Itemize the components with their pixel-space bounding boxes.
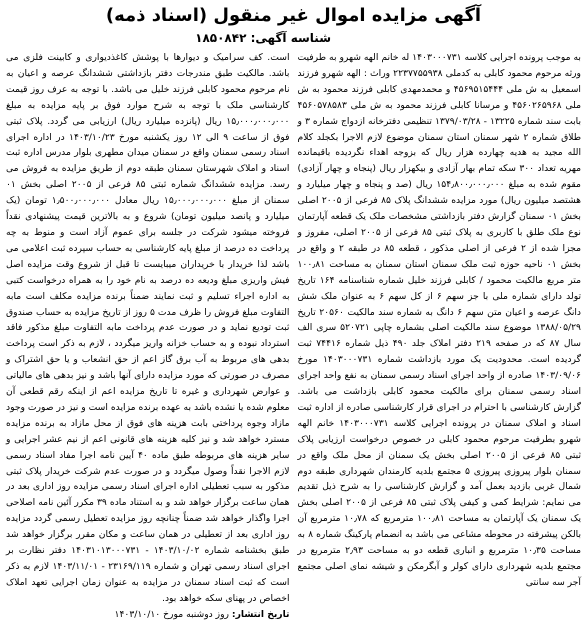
column-left bbox=[6, 50, 290, 620]
notice-number: شناسه آگهی: ۱۸۵۰۸۴۲ bbox=[195, 31, 331, 45]
column-right bbox=[297, 50, 582, 588]
column-right-text: به موجب پرونده اجرایی کلاسه ۱۴۰۳۰۰۰۷۳۱ له خانم الهه شهرو به طرفیت ورثه مرحوم محمود کابلی به کدملی ۲۲۳۷۷۵۵۹۳۸ وراث : الهه شهرو فرزند اسمعیل به ش ملی ۴۵۶۹۵۱۵۴۴۴ و محمدمهدی کابلی فرزند محمود به ش ملی ۴۵۶۰۲۶۵۹۶۸ و مرسانا کابلی فرزند محمود به ش ملی ۴۵۶۰۵۷۸۵۸۳ بابت سند شماره ۱۳۲۲۵ - ۱۳۷۹/۰۳/۲۸ تنظیمی دفترخانه ازدواج شماره ۳ و طلاق شماره ۲ شهر سمنان استان سمنان موضوع لازم الاجرا بکجلد کلام الله مجید به هدیه چهارده هزار ریال که بزوجه اهداء نگردیده باقیمانده مهریه تعداد ۳۰۰ سکه تمام بهار آزادی و بیکهزار ریال (پنجاه و چهار آزادی) مقوم شده به مبلغ ۱۵۴٫۸۰۰٫۰۰۰٫۰۰۰ ریال (صد و پنجاه و چهار میلیارد و هشتصد میلیون ریال) مورد مزایده ششدانگ پلاک ۸۵ فرعی از ۲۰۰۵ اصلی بخش ۰۱ سمنان گزارش دفتر بازداشتی مشخصات ملک یک قطعه آپارتمان نوع ملک طلق با کاربری به پلاک ثبتی ۸۵ فرعی از ۲۰۰۵ اصلی، مفروز و مجزا شده از ۲ فرعی از اصلی مذکور ، قطعه ۸۵ در طبقه ۲ و واقع در بخش ۰۱ ناحیه حوزه ثبت ملک سمنان استان سمنان به مساحت ۱۰۰٫۸۱ متر مربع مالکیت محمود / کابلی فرزند خلیل شماره شناسنامه ۱۶۴ تاریخ تولد دارای شماره ملی با جز سهم ۶ از کل سهم ۶ به عنوان ملک شش دانگ عرصه و اعیان متن سهم ۶ دانگ به شماره سند مالکیت ۲۰۵۶۰ تاریخ ۱۳۸۸/۰۵/۲۹ موضوع سند مالکیت اصلی بشماره چاپی ۵۲۰۷۲۱ سری الف سال ۸۷ که در صفحه ۲۱۹ دفتر املاک جلد ۴۹۰ ذیل شماره ۷۴۴۱۶ ثبت گردیده است. محدودیت یک مورد بازداشت شماره ۱۴۰۳۰۰۰۷۳۱ مورخ ۱۴۰۳/۰۹/۰۶ صادره از واحد اجرای اسناد رسمی سمنان به نفع واحد اجرای اسناد رسمی سمنان برای مالکیت محمود کابلی بازداشت می باشد. گزارش کارشناسی با احترام در اجرای قرار کارشناسی صادره از اداره ثبت اسناد و املاک سمنان در پرونده اجرایی کلاسه ۱۴۰۳۰۰۰۷۳۱ خانم الهه شهرو بطرفیت مرحوم محمود کابلی در خصوص درخواست ارزیابی پلاک ثبتی ۸۵ فرعی از ۲۰۰۵ اصلی بخش یک سمنان از محل ملک واقع در سمنان بلوار پیروزی پیروزی ۵ مجتمع بلدیه کارمندان شهرداری طبقه دوم شمال غربی بازدید بعمل آمد و گزارش کارشناسی را به شرح ذیل تقدیم می نمایم: شرایط کمی و کیفی پلاک ثبتی ۸۵ فرعی از ۲۰۰۵ اصلی بخش یک سمنان یک آپارتمان به مساحت ۱۰۰٫۸۱ مترمربع که ۱۰٫۷۸ مترمربع آن بالکن پیشرفته در محوطه مشاعی می باشد به انضمام پارکینگ شماره ۸ به مساحت ۱۰٫۳۵ مترمربع و انباری قطعه دو به مساحت ۲٫۹۳ مترمربع در مجتمع بلدیه شهرداری دارای کولر و آبگرمکن و شیشه نمای اصلی مجتمع آجر سه سانتی bbox=[297, 52, 582, 588]
column-left-text: است. کف سرامیک و دیوارها با پوشش کاغذدیواری و کابینت فلزی می باشد. مالکیت طبق مندرجات دفتر بازداشتی ششدانگ عرصه و اعیان به نام مرحوم محمود کابلی فرزند خلیل می باشد. با توجه به عرف روز قیمت کارشناسی ملک با توجه به شرح موارد فوق بر پایه مزایده به مبلغ ۱۵٫۰۰۰٫۰۰۰٫۰۰۰ ریال (پانزده میلیارد ریال) ارزیابی می گردد. پلاک ثبتی فوق از ساعت ۹ الی ۱۲ روز یکشنبه مورخ ۱۴۰۳/۱۰/۲۳ در اداره اجرای اسناد رسمی سمنان واقع در سمنان میدان مطهری بلوار مدرس اداره ثبت اسناد و املاک شهرستان سمنان طبقه دوم از طریق مزایده به فروش می رسد. مزایده ششدانگ شماره ثبتی ۸۵ فرعی از ۲۰۰۵ اصلی بخش ۰۱ سمنان از مبلغ ۱۵٫۰۰۰٫۰۰۰٫۰۰۰ ریال معادل ۱٫۵۰۰٫۰۰۰٫۰۰۰ تومان (یک میلیارد و پانصد میلیون تومان) شروع و به بالاترین قیمت پیشنهادی نقداً فروخته میشود شرکت در جلسه برای عموم آزاد است و منوط به چه پرداخت ده درصد از مبلغ پایه کارشناسی به حساب سپرده ثبت اعلامی می باشد لذا خریدار با خریداران میبایست تا قبل از شروع وقت مزایده اصل فیش واریزی مبلغ ودیعه ده درصد به نام خود را به همراه درخواست کتبی به اداره اجراء تسلیم و ثبت نمایند ضمناً برنده مزایده مکلف است مابه التفاوت مبلغ فروش را ظرف مدت ۵ روز از تاریخ مزایده به حساب صندوق ثبت تودیع نماید و در صورت عدم پرداخت مابه التفاوت مبلغ مذکور فاقد استرداد نبوده و به حساب خزانه واریز میگردد ، لازم به ذکر است پرداخت بدهی های مربوط به آب برق گاز اعم از حق انشعاب و یا حق اشتراک و مصرف در صورتی که مورد مزایده دارای آنها باشد و نیز بدهی های مالیاتی و عوارض شهرداری و غیره تا تاریخ مزایده اعم از اینکه رقم قطعی آن معلوم شده یا نشده باشد به عهده برنده مزایده است و نیز در صورت وجود مازاد وجوه پرداختی بابت هزینه های فوق از محل مازاد به برنده مزایده مسترد خواهد شد و نیز کلیه هزینه های قانونی اعم از نیم عشر اجرایی و سایر هزینه های مربوطه طبق ماده ۴۰ آیین نامه اجرا مفاد اسناد رسمی لازم الاجرا نقداً وصول میگردد و در صورت عدم شرکت خریدار پلاک ثبتی مذکور به سبب تعطیلی اداره اجرای اسناد رسمی مزایده روز اداری بعد در همان ساعت برگزار خواهد شد و به استناد ماده ۳۹ مکرر آئین نامه اصلاحی اجرا واگذار خواهد شد ضمناً چنانچه روز مزایده تعطیل رسمی گردد مزایده روز اداری بعد از تعطیلی در همان ساعت و مکان مقرر برگزار خواهد شد طبق بخشنامه شماره ۱۴۰۳/۱۰/۰۲ - ۱۴۰۳۱۰۱۳۰۰۰۷۳۱ دفتر نظارت بر اجرای اسناد رسمی تهران و شماره ۲۳۱۶۹/۱۱۹ - ۱۴۰۳/۱۱/۰۱ لازم به ذکر است که ثبت اسناد سمنان در مزایده به عنوان زمان اجرایی تعهد املاک اخصاص در پهنای سکه خواهد بود. bbox=[6, 52, 290, 604]
publish-date-value: روز دوشنبه مورخ ۱۴۰۳/۱۰/۱۰ bbox=[114, 608, 229, 620]
publish-date-label: تاریخ انتشار: bbox=[231, 608, 290, 620]
notice-title: آگهی مزایده اموال غیر منقول (اسناد ذمه) bbox=[105, 5, 482, 26]
notice-columns bbox=[6, 50, 582, 620]
publish-date-line bbox=[6, 607, 290, 623]
